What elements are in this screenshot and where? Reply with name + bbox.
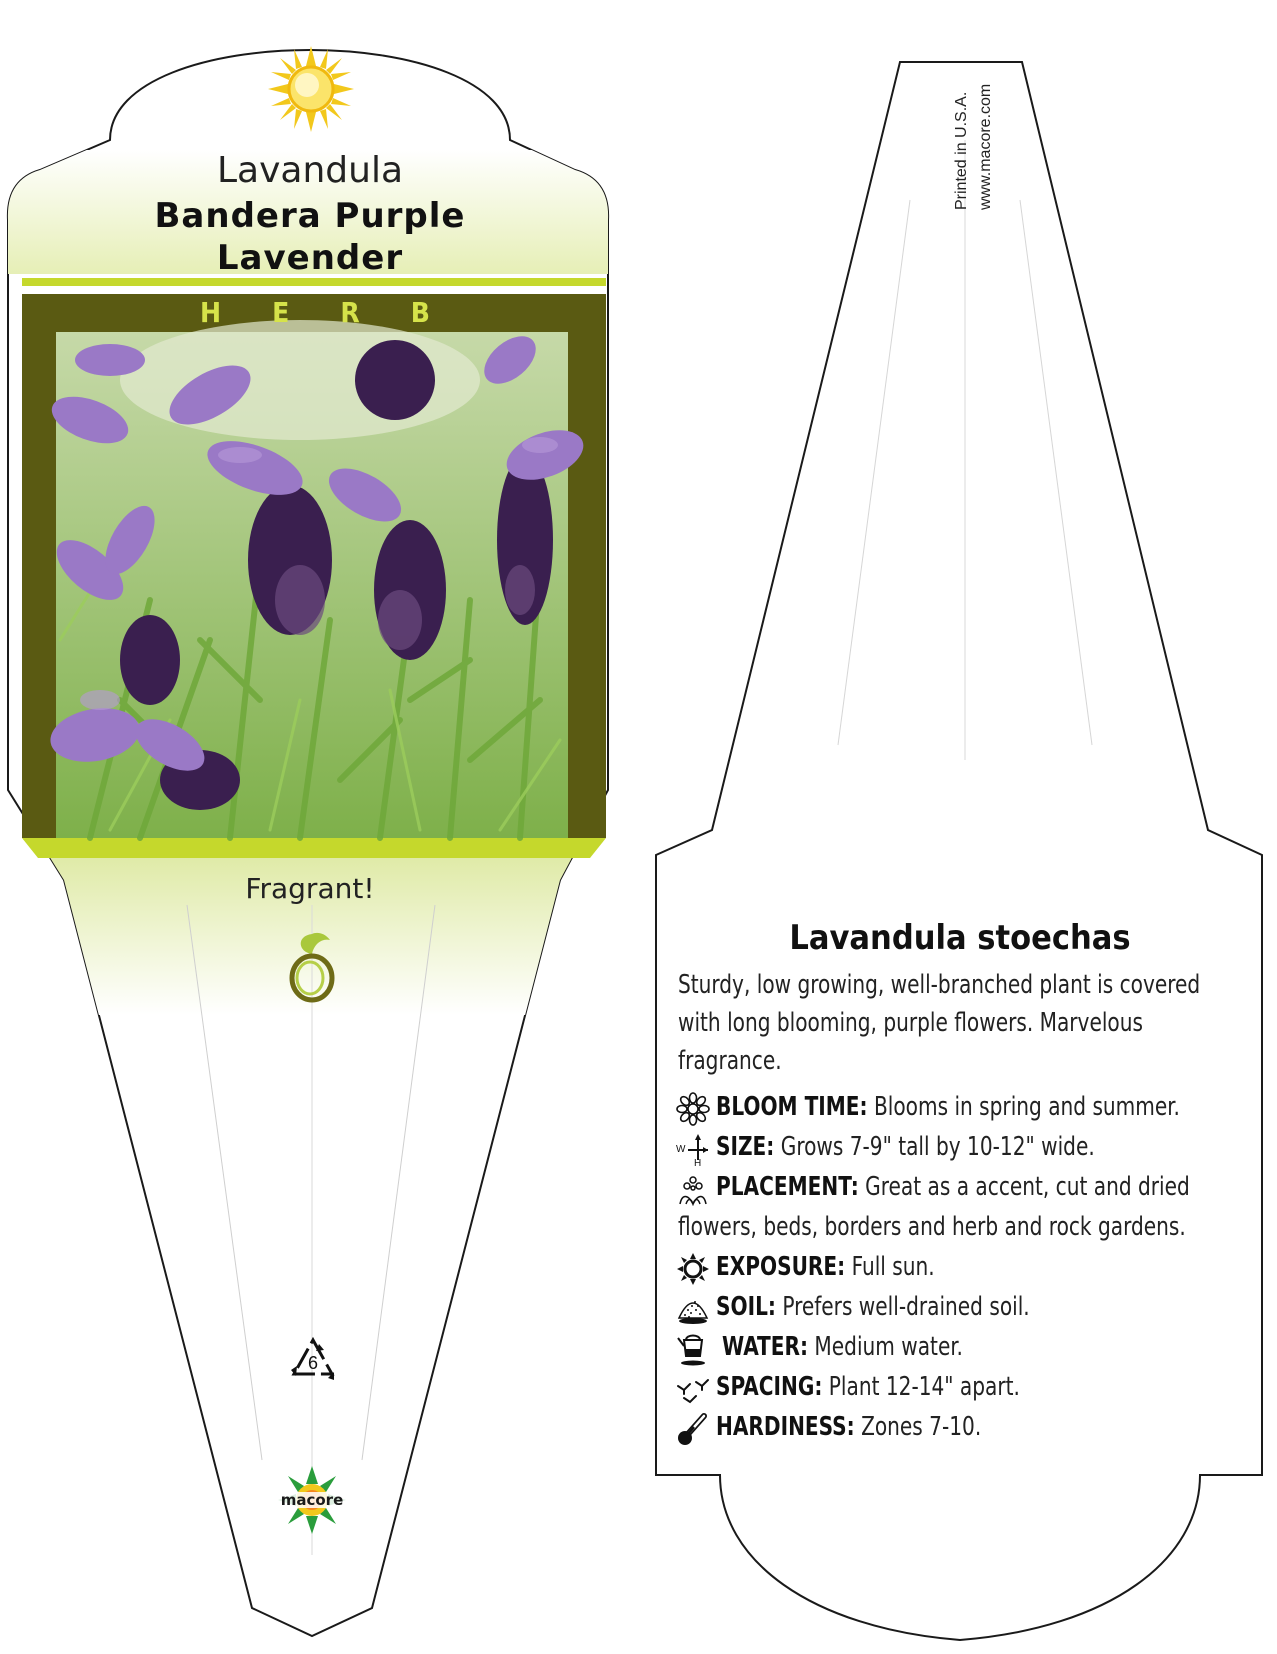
- plant-description: Sturdy, low growing, well-branched plant is covered with long blooming, purple flowers. Marvelous fragrance.: [678, 970, 1201, 1076]
- plant-common-name: [80, 195, 540, 279]
- attr-size: [716, 1128, 1275, 1166]
- plant-name-line2: Lavender: [216, 238, 404, 278]
- category-letter: E: [272, 296, 290, 329]
- placement-icon: [676, 1172, 710, 1206]
- spacing-icon: [676, 1372, 710, 1406]
- attr-bloom-time: [716, 1088, 1275, 1126]
- category-letter: B: [410, 296, 430, 329]
- attr-label: EXPOSURE:: [716, 1252, 846, 1282]
- exposure-sun-icon: [676, 1252, 710, 1286]
- watering-can-icon: [676, 1332, 710, 1366]
- plant-genus: Lavandula: [216, 150, 404, 191]
- attr-soil: [716, 1288, 1275, 1326]
- printer-website: www.macore.com: [977, 83, 994, 210]
- category-letter: H: [200, 296, 222, 329]
- tagline: Fragrant!: [245, 872, 375, 905]
- attr-label: SIZE:: [716, 1132, 775, 1162]
- plant-name-line1: Bandera Purple: [154, 196, 466, 236]
- soil-icon: [676, 1292, 710, 1326]
- attr-value: Great as a accent, cut and dried: [865, 1172, 1190, 1202]
- attr-label: PLACEMENT:: [716, 1172, 859, 1202]
- category-letter: R: [340, 296, 360, 329]
- macore-logo: [272, 1464, 352, 1540]
- category-label: [200, 296, 430, 329]
- recycle-icon: [288, 1336, 338, 1382]
- attr-value: Medium water.: [814, 1332, 963, 1362]
- sun-icon: [266, 44, 356, 134]
- attr-value: Blooms in spring and summer.: [873, 1092, 1180, 1122]
- attr-label: WATER:: [722, 1332, 809, 1362]
- attr-value: Full sun.: [851, 1252, 935, 1282]
- attr-label: SOIL:: [716, 1292, 776, 1322]
- thermometer-icon: [676, 1412, 710, 1446]
- attr-spacing: [716, 1368, 1275, 1406]
- attr-label: SPACING:: [716, 1372, 823, 1402]
- attr-value: Prefers well-drained soil.: [782, 1292, 1030, 1322]
- printer-info: [950, 84, 998, 210]
- attr-placement-continued: flowers, beds, borders and herb and rock gardens.: [678, 1212, 1186, 1242]
- attr-value: Zones 7-10.: [861, 1412, 982, 1442]
- attr-value: Plant 12-14" apart.: [828, 1372, 1020, 1402]
- attr-water: [722, 1328, 1277, 1366]
- attr-label: HARDINESS:: [716, 1412, 855, 1442]
- size-width-letter: W: [676, 1144, 686, 1155]
- botanical-name: Lavandula stoechas: [789, 918, 1131, 958]
- printed-in: Printed in U.S.A.: [953, 91, 970, 210]
- attr-exposure: [716, 1248, 1275, 1286]
- front-tag: [0, 50, 620, 1636]
- attr-hardiness: [716, 1408, 1275, 1446]
- recycle-number: 6: [307, 1353, 319, 1373]
- attr-placement: [716, 1168, 1275, 1206]
- attr-value: Grows 7-9" tall by 10-12" wide.: [780, 1132, 1095, 1162]
- fragrance-leaf-icon: [284, 930, 340, 1004]
- size-height-letter: H: [694, 1158, 702, 1166]
- brand-name: macore: [280, 1491, 344, 1509]
- size-icon: [676, 1132, 710, 1166]
- attr-label: BLOOM TIME:: [716, 1092, 868, 1122]
- flower-icon: [676, 1092, 710, 1126]
- plant-photo: [46, 320, 591, 838]
